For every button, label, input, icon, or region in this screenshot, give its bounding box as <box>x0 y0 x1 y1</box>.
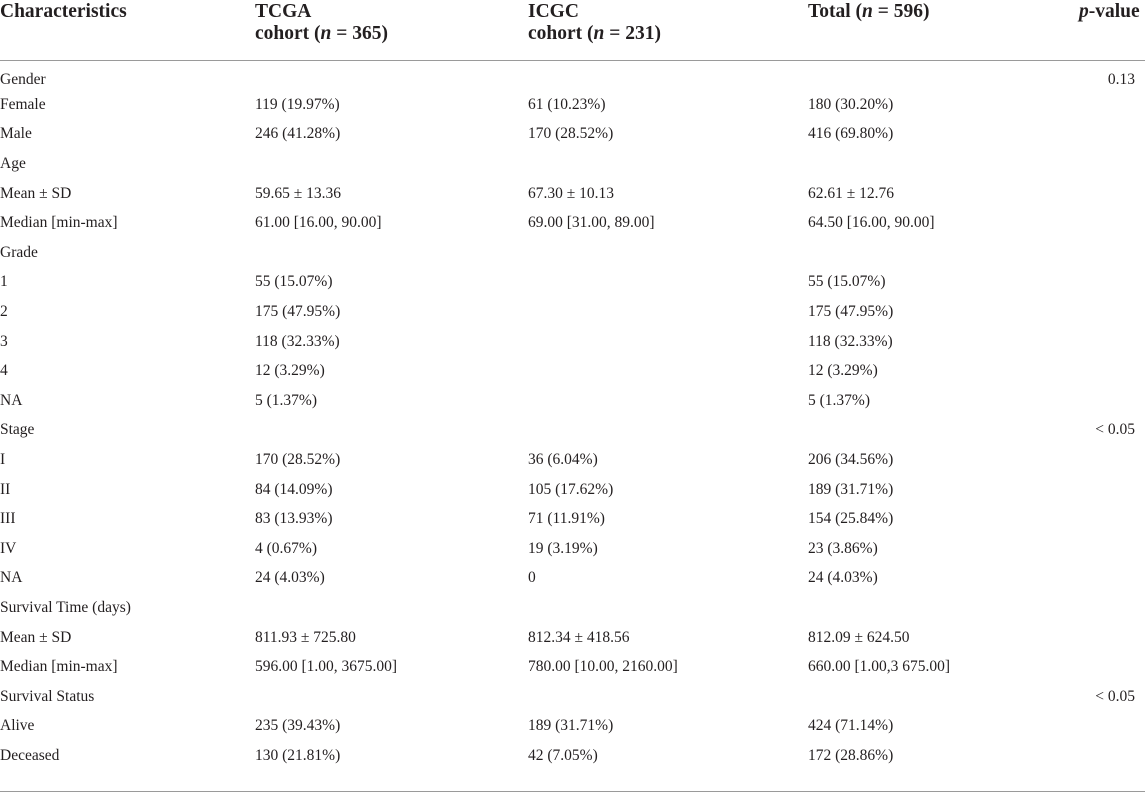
table-row <box>0 386 1145 416</box>
header-row <box>0 0 1145 61</box>
header-total: Total (n = 596) <box>808 0 1079 61</box>
cell-total: 660.00 [1.00,3 675.00] <box>808 658 951 676</box>
cell-characteristic: Stage <box>0 421 35 439</box>
cell-total <box>808 238 1079 268</box>
header-characteristics: Characteristics <box>0 0 255 61</box>
table-row <box>0 297 1145 327</box>
table-row <box>0 741 1145 771</box>
cell-tcga <box>255 682 528 712</box>
cell-characteristic: Mean ± SD <box>0 184 72 202</box>
table-row <box>0 504 1145 534</box>
cell-tcga: 175 (47.95%) <box>255 303 341 321</box>
cell-tcga: 5 (1.37%) <box>255 391 317 409</box>
cell-total: 189 (31.71%) <box>808 480 894 498</box>
cell-icgc: 189 (31.71%) <box>528 717 614 735</box>
cell-characteristic: Survival Time (days) <box>0 598 131 616</box>
cell-tcga: 246 (41.28%) <box>255 125 341 143</box>
table-row <box>0 149 1145 179</box>
cell-icgc: 780.00 [10.00, 2160.00] <box>528 658 678 676</box>
table-row <box>0 445 1145 475</box>
header-tcga-line2: cohort (n = 365) <box>255 23 388 44</box>
cell-p-value <box>1079 386 1145 416</box>
table-row <box>0 475 1145 505</box>
cell-total: 5 (1.37%) <box>808 391 870 409</box>
table-row <box>0 652 1145 682</box>
header-tcga-line1: TCGA <box>255 1 312 22</box>
cell-p-value <box>1079 120 1145 150</box>
cell-p-value <box>1079 741 1145 771</box>
cell-tcga: 83 (13.93%) <box>255 510 333 528</box>
cell-tcga: 55 (15.07%) <box>255 273 333 291</box>
cell-total: 175 (47.95%) <box>808 303 894 321</box>
cell-total: 424 (71.14%) <box>808 717 894 735</box>
cell-p-value <box>1079 356 1145 386</box>
table-row <box>0 238 1145 268</box>
cell-tcga <box>255 61 528 91</box>
cell-total <box>808 682 1079 712</box>
cell-total <box>808 149 1079 179</box>
cell-tcga: 130 (21.81%) <box>255 746 341 764</box>
cell-tcga <box>255 593 528 623</box>
cell-p-value <box>1079 179 1145 209</box>
cell-tcga: 61.00 [16.00, 90.00] <box>255 214 382 232</box>
cell-tcga: 235 (39.43%) <box>255 717 341 735</box>
cell-icgc: 170 (28.52%) <box>528 125 614 143</box>
header-icgc-cohort <box>528 0 808 61</box>
cell-characteristic: III <box>0 510 16 528</box>
cell-total: 172 (28.86%) <box>808 746 894 764</box>
cell-total: 154 (25.84%) <box>808 510 894 528</box>
cell-icgc <box>528 149 808 179</box>
table-row <box>0 682 1145 712</box>
cell-p-value <box>1079 475 1145 505</box>
cell-characteristic: Female <box>0 95 46 113</box>
cell-p-value <box>1079 652 1145 682</box>
cell-total: 180 (30.20%) <box>808 95 894 113</box>
cell-total: 24 (4.03%) <box>808 569 878 587</box>
cell-p-value: < 0.05 <box>1095 687 1135 705</box>
cell-p-value <box>1079 297 1145 327</box>
cell-p-value <box>1079 208 1145 238</box>
cell-icgc <box>528 386 808 416</box>
cell-characteristic: Median [min-max] <box>0 658 118 676</box>
cell-icgc <box>528 297 808 327</box>
cell-characteristic: IV <box>0 539 17 557</box>
cell-p-value <box>1079 238 1145 268</box>
cell-p-value <box>1079 268 1145 298</box>
table-row <box>0 712 1145 742</box>
cell-icgc: 61 (10.23%) <box>528 95 606 113</box>
cell-total <box>808 61 1079 91</box>
table-body <box>0 61 1145 771</box>
cell-characteristic: Gender <box>0 70 46 88</box>
cell-tcga: 119 (19.97%) <box>255 95 340 113</box>
cell-icgc <box>528 327 808 357</box>
cell-characteristic: NA <box>0 391 23 409</box>
cell-total: 64.50 [16.00, 90.00] <box>808 214 935 232</box>
cell-icgc <box>528 268 808 298</box>
cell-icgc: 36 (6.04%) <box>528 451 598 469</box>
cell-icgc: 105 (17.62%) <box>528 480 614 498</box>
header-icgc-line2: cohort (n = 231) <box>528 23 661 44</box>
cell-icgc: 0 <box>528 569 536 587</box>
table-row <box>0 327 1145 357</box>
cell-p-value <box>1079 504 1145 534</box>
table-row <box>0 90 1145 120</box>
table-row <box>0 208 1145 238</box>
table-row <box>0 623 1145 653</box>
cell-p-value <box>1079 564 1145 594</box>
cell-characteristic: Grade <box>0 243 38 261</box>
cell-tcga <box>255 416 528 446</box>
cell-tcga: 12 (3.29%) <box>255 362 325 380</box>
cell-characteristic: Male <box>0 125 32 143</box>
cell-characteristic: NA <box>0 569 23 587</box>
cell-p-value <box>1079 445 1145 475</box>
cell-characteristic: Age <box>0 155 26 173</box>
cell-icgc: 812.34 ± 418.56 <box>528 628 630 646</box>
cell-tcga: 118 (32.33%) <box>255 332 340 350</box>
cell-total <box>808 416 1079 446</box>
cell-tcga <box>255 238 528 268</box>
cell-total: 12 (3.29%) <box>808 362 878 380</box>
cell-tcga: 170 (28.52%) <box>255 451 341 469</box>
cell-characteristic: Alive <box>0 717 35 735</box>
cell-characteristic: 3 <box>0 332 8 350</box>
cell-characteristic: Median [min-max] <box>0 214 118 232</box>
cell-p-value <box>1079 623 1145 653</box>
table-row <box>0 564 1145 594</box>
cell-tcga: 84 (14.09%) <box>255 480 333 498</box>
cell-icgc: 42 (7.05%) <box>528 746 598 764</box>
bottom-rule <box>0 791 1145 792</box>
cell-icgc <box>528 356 808 386</box>
cell-icgc: 71 (11.91%) <box>528 510 605 528</box>
cell-icgc <box>528 238 808 268</box>
cell-p-value: < 0.05 <box>1095 421 1135 439</box>
table-row <box>0 356 1145 386</box>
header-tcga-cohort <box>255 0 528 61</box>
cell-tcga: 811.93 ± 725.80 <box>255 628 356 646</box>
cell-p-value <box>1079 534 1145 564</box>
table-row <box>0 268 1145 298</box>
cell-characteristic: Deceased <box>0 746 60 764</box>
cell-total: 206 (34.56%) <box>808 451 894 469</box>
cell-characteristic: 2 <box>0 303 8 321</box>
cell-characteristic: Mean ± SD <box>0 628 72 646</box>
cell-tcga <box>255 149 528 179</box>
cell-characteristic: 4 <box>0 362 8 380</box>
cell-characteristic: I <box>0 451 6 469</box>
header-icgc-line1: ICGC <box>528 1 579 22</box>
cell-icgc <box>528 61 808 91</box>
cell-characteristic: Survival Status <box>0 687 95 705</box>
cell-characteristic: 1 <box>0 273 8 291</box>
cell-total: 62.61 ± 12.76 <box>808 184 895 202</box>
cell-icgc: 19 (3.19%) <box>528 539 598 557</box>
cell-tcga: 4 (0.67%) <box>255 539 317 557</box>
cell-p-value <box>1079 327 1145 357</box>
table-row <box>0 61 1145 91</box>
cell-tcga: 24 (4.03%) <box>255 569 325 587</box>
table-row <box>0 179 1145 209</box>
cell-total: 55 (15.07%) <box>808 273 886 291</box>
cell-icgc: 69.00 [31.00, 89.00] <box>528 214 655 232</box>
cell-tcga: 59.65 ± 13.36 <box>255 184 342 202</box>
table-row <box>0 416 1145 446</box>
cell-p-value <box>1079 149 1145 179</box>
table-row <box>0 534 1145 564</box>
cell-total <box>808 593 1079 623</box>
cell-total: 812.09 ± 624.50 <box>808 628 910 646</box>
cell-icgc <box>528 593 808 623</box>
cell-icgc <box>528 416 808 446</box>
cell-total: 416 (69.80%) <box>808 125 894 143</box>
cell-icgc <box>528 682 808 712</box>
cell-characteristic: II <box>0 480 11 498</box>
cell-tcga: 596.00 [1.00, 3675.00] <box>255 658 398 676</box>
table-row <box>0 593 1145 623</box>
cell-p-value: 0.13 <box>1107 70 1135 88</box>
header-p-value: p-value <box>1079 0 1145 61</box>
cell-icgc: 67.30 ± 10.13 <box>528 184 615 202</box>
table-row <box>0 120 1145 150</box>
cell-p-value <box>1079 593 1145 623</box>
cell-total: 118 (32.33%) <box>808 332 893 350</box>
cell-total: 23 (3.86%) <box>808 539 878 557</box>
cell-p-value <box>1079 712 1145 742</box>
cell-p-value <box>1079 90 1145 120</box>
